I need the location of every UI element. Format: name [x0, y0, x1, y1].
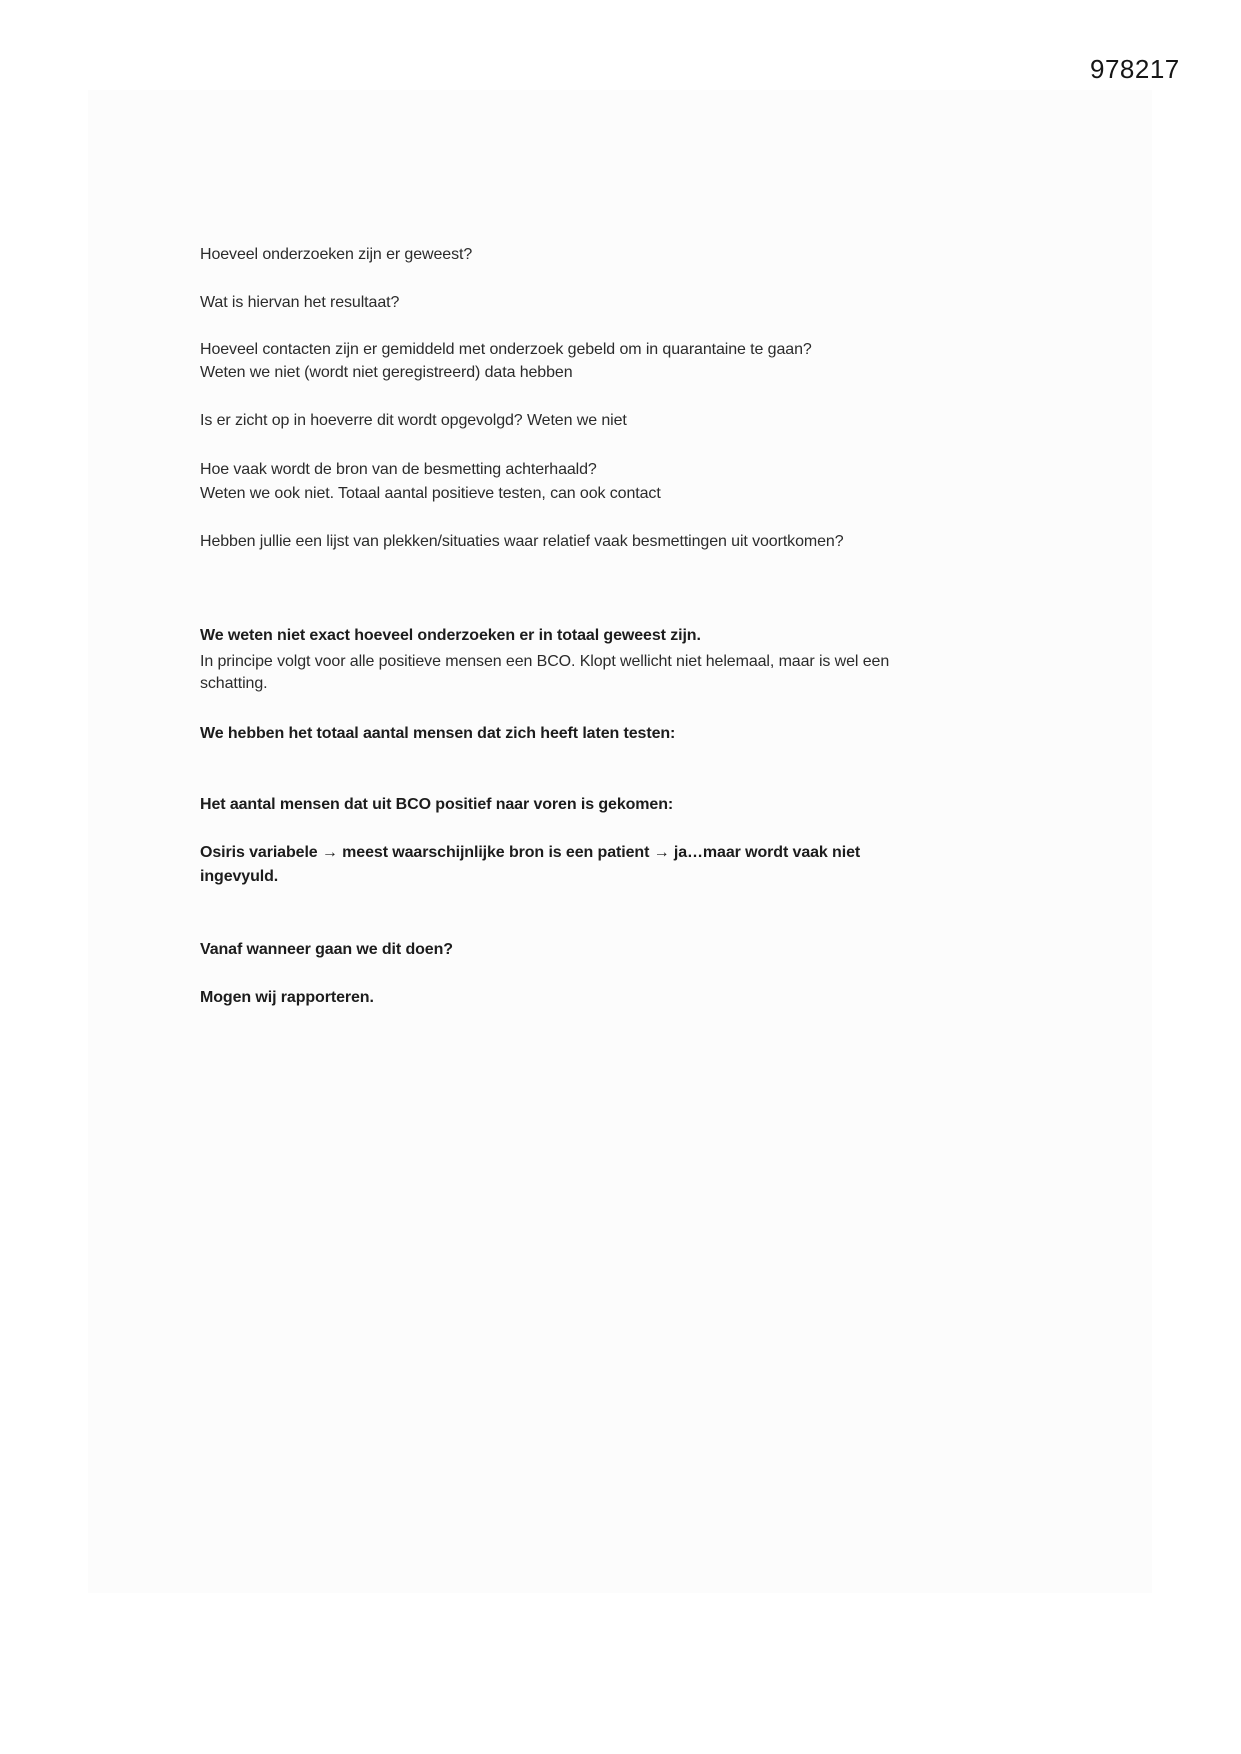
- text-line: ingevyuld.: [200, 868, 279, 885]
- text-line: Vanaf wanneer gaan we dit doen?: [200, 941, 453, 958]
- text-line: We weten niet exact hoeveel onderzoeken er in totaal geweest zijn.: [200, 627, 701, 644]
- text-line: Hoe vaak wordt de bron van de besmetting achterhaald?: [200, 461, 597, 478]
- text-line: Weten we ook niet. Totaal aantal positieve testen, can ook contact: [200, 485, 661, 502]
- text-line: Hebben jullie een lijst van plekken/situaties waar relatief vaak besmettingen uit voortkomen?: [200, 533, 844, 550]
- text-line: In principe volgt voor alle positieve mensen een BCO. Klopt wellicht niet helemaal, maar is wel een: [200, 653, 890, 670]
- text-line: Hoeveel contacten zijn er gemiddeld met onderzoek gebeld om in quarantaine te gaan?: [200, 341, 812, 358]
- text-line: Weten we niet (wordt niet geregistreerd) data hebben: [200, 364, 573, 381]
- text-line: Osiris variabele → meest waarschijnlijke bron is een patient → ja…maar wordt vaak niet: [200, 844, 861, 861]
- page-number-stamp: 978217: [1090, 54, 1180, 84]
- text-line: Het aantal mensen dat uit BCO positief naar voren is gekomen:: [200, 796, 674, 813]
- text-line: Mogen wij rapporteren.: [200, 989, 374, 1006]
- text-line: Is er zicht op in hoeverre dit wordt opgevolgd? Weten we niet: [200, 412, 627, 429]
- text-line: schatting.: [200, 675, 268, 692]
- text-line: Wat is hiervan het resultaat?: [200, 294, 400, 311]
- text-line: We hebben het totaal aantal mensen dat zich heeft laten testen:: [200, 725, 676, 742]
- text-line: Hoeveel onderzoeken zijn er geweest?: [200, 246, 473, 263]
